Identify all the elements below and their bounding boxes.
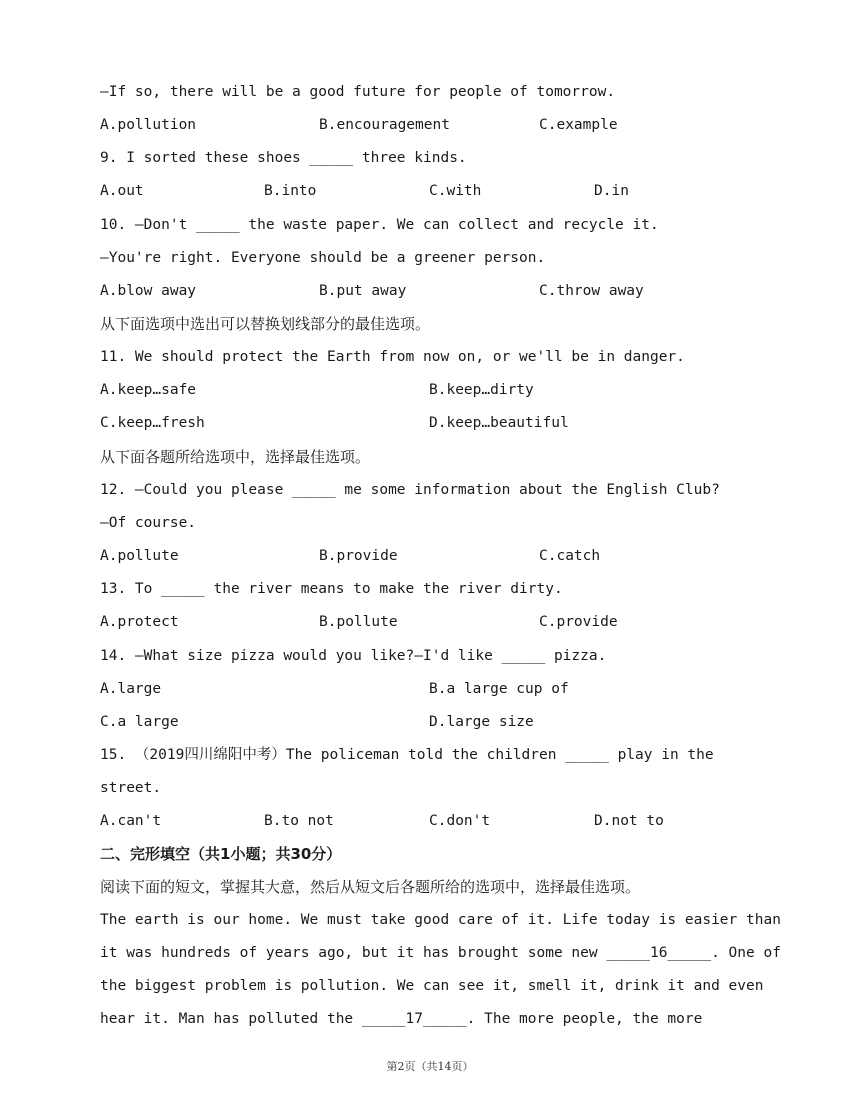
q10-option-a: A.blow away xyxy=(100,283,197,299)
q11-option-b: B.keep…dirty xyxy=(429,382,534,398)
q13-option-a: A.protect xyxy=(100,614,179,630)
question-11: 11. We should protect the Earth from now on, or we'll be in danger. xyxy=(100,349,685,365)
q14-option-d: D.large size xyxy=(429,714,534,730)
q14-option-a: A.large xyxy=(100,681,162,697)
q12-option-c: C.catch xyxy=(539,548,601,564)
q12-option-b: B.provide xyxy=(319,548,398,564)
q11-option-a: A.keep…safe xyxy=(100,382,197,398)
q15-option-a: A.can't xyxy=(100,813,162,829)
question-10: 10. —Don't _____ the waste paper. We can collect and recycle it. xyxy=(100,217,659,233)
question-9: 9. I sorted these shoes _____ three kinds. xyxy=(100,150,467,166)
q9-option-a: A.out xyxy=(100,183,144,199)
q14-option-b: B.a large cup of xyxy=(429,681,569,697)
question-12: 12. —Could you please _____ me some information about the English Club? xyxy=(100,482,720,498)
section-heading-cloze: 二、完形填空（共1小题；共30分） xyxy=(100,845,342,863)
question-14: 14. —What size pizza would you like?—I'd like _____ pizza. xyxy=(100,648,607,664)
instruction-replace: 从下面选项中选出可以替换划线部分的最佳选项。 xyxy=(100,315,431,333)
q13-option-c: C.provide xyxy=(539,614,618,630)
q13-option-b: B.pollute xyxy=(319,614,398,630)
instruction-choose: 从下面各题所给选项中，选择最佳选项。 xyxy=(100,448,371,466)
question-12-response: —Of course. xyxy=(100,515,197,531)
q9-option-b: B.into xyxy=(264,183,317,199)
q11-option-c: C.keep…fresh xyxy=(100,415,205,431)
q12-option-a: A.pollute xyxy=(100,548,179,564)
q8-option-a: A.pollution xyxy=(100,117,197,133)
passage-line-2: it was hundreds of years ago, but it has brought some new _____16_____. One of xyxy=(100,945,781,961)
q14-option-c: C.a large xyxy=(100,714,179,730)
q8-option-b: B.encouragement xyxy=(319,117,450,133)
q10-option-b: B.put away xyxy=(319,283,407,299)
passage-line-1: The earth is our home. We must take good care of it. Life today is easier than xyxy=(100,912,781,928)
q9-option-d: D.in xyxy=(594,183,629,199)
instruction-cloze: 阅读下面的短文，掌握其大意，然后从短文后各题所给的选项中，选择最佳选项。 xyxy=(100,878,641,896)
q15-option-d: D.not to xyxy=(594,813,664,829)
q9-option-c: C.with xyxy=(429,183,482,199)
question-8-response: —If so, there will be a good future for people of tomorrow. xyxy=(100,84,616,100)
passage-line-3: the biggest problem is pollution. We can see it, smell it, drink it and even xyxy=(100,978,764,994)
question-13: 13. To _____ the river means to make the river dirty. xyxy=(100,581,563,597)
passage-line-4: hear it. Man has polluted the _____17_____. The more people, the more xyxy=(100,1011,703,1027)
question-15-continued: street. xyxy=(100,780,162,796)
q10-option-c: C.throw away xyxy=(539,283,644,299)
q15-option-b: B.to not xyxy=(264,813,334,829)
q11-option-d: D.keep…beautiful xyxy=(429,415,569,431)
q15-option-c: C.don't xyxy=(429,813,491,829)
q8-option-c: C.example xyxy=(539,117,618,133)
question-10-response: —You're right. Everyone should be a greener person. xyxy=(100,250,546,266)
page-footer: 第2页（共14页） xyxy=(386,1060,474,1073)
question-15: 15. （2019四川绵阳中考）The policeman told the children _____ play in the xyxy=(100,747,714,763)
